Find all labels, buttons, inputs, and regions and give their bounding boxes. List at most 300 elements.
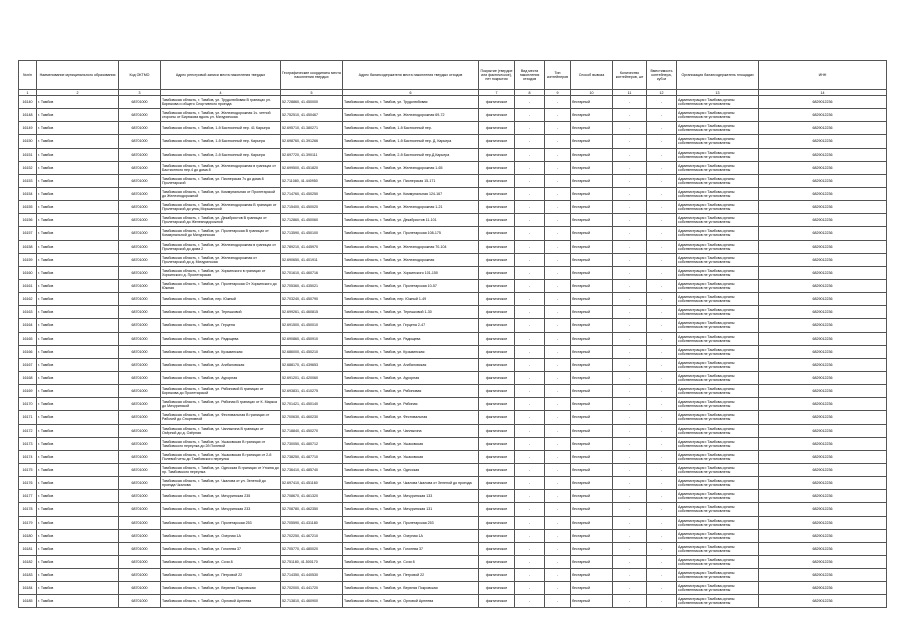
table-cell: 52.714350, 41.440530 [281,569,343,582]
table-cell: 68701000 [119,463,161,476]
table-cell: Тамбовская область, г. Тамбов, ул. Кузьминская [343,345,479,358]
table-cell: 16155 [19,201,37,214]
table-cell: 52.698760, 41.391266 [281,135,343,148]
table-cell: 16168 [19,371,37,384]
table-row [19,569,887,582]
table-cell: Тамбовская область, г. Тамбов, ул. Рябиная [343,398,479,411]
table-cell: бестарный [571,411,613,424]
table-cell: фактическое [479,503,515,516]
table-cell: Тамбовская область, г. Тамбов, ул. Кузьминская [161,345,281,358]
table-cell: 68701000 [119,122,161,135]
table-cell: - [545,214,571,227]
table-cell: г. Тамбов [37,424,119,437]
table-cell: Тамбовская область, г. Тамбов, ул. Мичуринская 131 [343,503,479,516]
table-cell: бестарный [571,187,613,200]
table-cell: Тамбовская область, г. Тамбов, ул. Рябиновая [343,385,479,398]
table-cell: 6829012236 [759,201,887,214]
table-cell: Тамбовская область, г. Тамбов, ул. Мичуринская 235 [161,490,281,503]
table-cell: бестарный [571,109,613,122]
table-cell: Тамбовская область, г. Тамбов, ул. Орловой Арпеева [161,595,281,608]
table-row [19,148,887,161]
table-cell: г. Тамбов [37,385,119,398]
column-header: Наименование муниципального образования [37,61,119,90]
table-cell: Тамбовская область, г. Тамбов, ул. Ушаковская [343,450,479,463]
table-cell: 6829012236 [759,411,887,424]
table-cell: фактическое [479,253,515,266]
table-cell: - [613,253,647,266]
table-cell: Тамбовская область, г. Тамбов, ул. Фестивальная [343,411,479,424]
table-cell: - [515,398,545,411]
table-cell: Тамбовская область, г. Тамбов, ул. Пролетарская От Хоркинского до Южная [161,279,281,292]
table-row [19,174,887,187]
table-cell: - [515,371,545,384]
table-cell: - [613,490,647,503]
table-cell: 52.730050, 41.480712 [281,437,343,450]
table-cell: 52.712860, 41.450060 [281,214,343,227]
column-number: 5 [281,90,343,96]
table-cell: - [647,240,677,253]
table-cell: - [647,148,677,161]
table-cell: Тамбовская область, г. Тамбов, ул. Ушаковская [343,437,479,450]
table-cell: Администрация г.Тамбова,органы собственников не установлены [677,398,759,411]
table-cell: Тамбовская область, г. Тамбов, ул. Коммунальная от Пролетарской до Железнодорожной [161,187,281,200]
table-cell: 68701000 [119,293,161,306]
table-cell: 68701000 [119,582,161,595]
table-cell: 6829012236 [759,306,887,319]
table-cell: бестарный [571,398,613,411]
table-row [19,358,887,371]
registry-table [18,60,887,608]
table-cell: 6829012236 [759,555,887,568]
table-cell: 16148 [19,109,37,122]
table-cell: 16172 [19,424,37,437]
table-cell: Тамбовская область, г. Тамбов, ул. Озерная 1А [343,529,479,542]
table-cell: г. Тамбов [37,490,119,503]
table-cell: г. Тамбов [37,582,119,595]
table-cell: - [647,266,677,279]
table-cell: фактическое [479,516,515,529]
table-cell: - [613,332,647,345]
table-cell: Тамбовская область, г. Тамбов, ул. Агибаловская [343,358,479,371]
table-cell: - [515,266,545,279]
column-number: 6 [343,90,479,96]
table-cell: Тамбовская область, г. Тамбов, ул. Рябиная В границах от К. Маркса до Мичуринской [161,398,281,411]
table-cell: Администрация г.Тамбова,органы собственников не установлены [677,437,759,450]
table-cell: 52.705590, 41.431180 [281,516,343,529]
table-cell: 16169 [19,385,37,398]
column-header: №п/п [19,61,37,90]
table-cell: Администрация г.Тамбова,органы собственников не установлены [677,490,759,503]
table-cell: - [647,385,677,398]
column-header: Вместимость контейнера, куб.м [647,61,677,90]
table-cell: - [545,371,571,384]
table-cell: Тамбовская область, г. Тамбов, ул. Пролетарская 253 [161,516,281,529]
table-cell: - [545,122,571,135]
table-cell: фактическое [479,187,515,200]
table-cell: фактическое [479,555,515,568]
table-cell: 68701000 [119,424,161,437]
table-cell: 52.713590, 41.450100 [281,227,343,240]
column-header: Организация балансодержатель площадки [677,61,759,90]
table-cell: г. Тамбов [37,266,119,279]
table-cell: - [613,227,647,240]
table-cell: - [545,174,571,187]
table-cell: 6829012236 [759,253,887,266]
table-cell: Администрация г.Тамбова,органы собственников не установлены [677,174,759,187]
table-cell: - [613,516,647,529]
table-cell: 16154 [19,187,37,200]
table-cell: - [613,96,647,109]
column-header: ИНН [759,61,887,90]
table-cell: - [613,148,647,161]
table-cell: Тамбовская область, г. Тамбов, ул. Декабристов В границах от Пролетарской до Железнодорожной [161,214,281,227]
table-row [19,293,887,306]
table-cell: 6829012236 [759,96,887,109]
table-cell: Администрация г.Тамбова,органы собственников не установлены [677,332,759,345]
table-cell: - [515,516,545,529]
table-cell: - [613,385,647,398]
table-cell: фактическое [479,214,515,227]
table-cell: 16159 [19,253,37,266]
table-cell: - [545,227,571,240]
table-cell: 68701000 [119,595,161,608]
table-cell: бестарный [571,516,613,529]
table-cell: фактическое [479,569,515,582]
table-cell: фактическое [479,529,515,542]
table-cell: г. Тамбов [37,240,119,253]
table-cell: Тамбовская область, г. Тамбов, ул. Пионерская 15-171 [343,174,479,187]
table-cell: 52.708670, 41.461320 [281,490,343,503]
table-row [19,398,887,411]
table-cell: Тамбовская область, г. Тамбов, ул. Хоркинского 101-150 [343,266,479,279]
table-cell: Администрация г.Тамбова,органы собственников не установлены [677,477,759,490]
table-cell: 16152 [19,161,37,174]
table-cell: бестарный [571,161,613,174]
table-cell: Администрация г.Тамбова,органы собственников не установлены [677,187,759,200]
table-cell: 6829012236 [759,477,887,490]
column-number: 10 [571,90,613,96]
table-cell: 52.705770, 41.480020 [281,542,343,555]
table-cell: 6829012236 [759,293,887,306]
table-cell: 52.702250, 41.467210 [281,529,343,542]
table-cell: Тамбовская область, г. Тамбов, 1-й Бастионный пер. [343,122,479,135]
table-cell: - [545,266,571,279]
table-cell: 52.697410, 41.451160 [281,477,343,490]
table-cell: Тамбовская область, г. Тамбов, ул. Гоголева 37 [343,542,479,555]
table-cell: бестарный [571,424,613,437]
table-cell: - [545,201,571,214]
table-cell: Тамбовская область, г. Тамбов, 1-й Бастионный пер. Карьера [161,135,281,148]
table-cell: Администрация г.Тамбова,органы собственников не установлены [677,214,759,227]
table-cell: - [647,569,677,582]
table-cell: 52.713810, 41.460900 [281,595,343,608]
table-cell: - [613,555,647,568]
table-cell: г. Тамбов [37,227,119,240]
table-cell: 16140 [19,96,37,109]
table-cell: 16179 [19,516,37,529]
table-cell: Администрация г.Тамбова,органы собственников не установлены [677,109,759,122]
table-cell: фактическое [479,109,515,122]
table-cell: 68701000 [119,542,161,555]
table-cell: Тамбовская область, г. Тамбов, ул. Чаплыгина В границах от Озёрной до д. Озёрная [161,424,281,437]
table-cell: - [613,411,647,424]
table-cell: 52.686000, 41.450210 [281,345,343,358]
table-cell: 68701000 [119,371,161,384]
table-cell: - [545,437,571,450]
table-cell: Тамбовская область, г. Тамбов, ул. Озерная 1А [161,529,281,542]
table-row [19,240,887,253]
table-cell: 16171 [19,411,37,424]
table-cell: Тамбовская область, г. Тамбов, ул. Чкалова Чкалова от Зеленой до проезда [343,477,479,490]
table-row [19,266,887,279]
table-cell: 16167 [19,358,37,371]
table-cell: бестарный [571,266,613,279]
table-cell: бестарный [571,96,613,109]
table-cell: - [647,595,677,608]
table-cell: - [613,450,647,463]
table-cell: - [647,201,677,214]
table-cell: - [613,293,647,306]
table-cell: бестарный [571,279,613,292]
table-cell: - [515,358,545,371]
column-header: Код ОКТМО [119,61,161,90]
table-cell: 68701000 [119,279,161,292]
table-cell: - [545,319,571,332]
table-cell: фактическое [479,411,515,424]
table-row [19,385,887,398]
table-cell: Администрация г.Тамбова,органы собственников не установлены [677,122,759,135]
table-cell: 68701000 [119,332,161,345]
table-cell: - [515,253,545,266]
table-cell: - [647,477,677,490]
table-cell: Администрация г.Тамбова,органы собственников не установлены [677,279,759,292]
table-cell: фактическое [479,240,515,253]
table-cell: - [613,161,647,174]
table-cell: - [613,240,647,253]
table-row [19,595,887,608]
table-cell: - [545,148,571,161]
table-cell: 52.752510, 41.450467 [281,109,343,122]
table-cell: Администрация г.Тамбова,органы собственников не установлены [677,96,759,109]
table-cell: 68701000 [119,569,161,582]
column-number: 9 [545,90,571,96]
table-cell: - [515,411,545,424]
table-cell: - [647,529,677,542]
table-cell: - [545,240,571,253]
table-cell: 16165 [19,332,37,345]
table-cell: - [647,214,677,227]
table-cell: - [545,279,571,292]
table-cell: - [647,293,677,306]
table-cell: 52.738250, 41.487710 [281,450,343,463]
table-cell: 52.697720, 41.390111 [281,148,343,161]
table-cell: - [613,437,647,450]
table-cell: - [647,411,677,424]
table-cell: - [647,253,677,266]
table-cell: - [545,385,571,398]
table-cell: 6829012236 [759,398,887,411]
table-cell: - [647,122,677,135]
table-cell: - [515,293,545,306]
table-cell: Тамбовская область, г. Тамбов, ул. Аурорная [161,371,281,384]
table-cell: - [545,595,571,608]
table-cell: - [647,161,677,174]
table-cell: фактическое [479,595,515,608]
table-cell: - [647,135,677,148]
table-cell: 6829012236 [759,345,887,358]
table-cell: 68701000 [119,477,161,490]
table-cell: 6829012236 [759,279,887,292]
table-cell: - [515,240,545,253]
table-row [19,555,887,568]
table-cell: бестарный [571,358,613,371]
table-cell: 6829012236 [759,437,887,450]
table-cell: Тамбовская область, г. Тамбов, ул. Верхняя Покровская [343,582,479,595]
table-cell: - [515,424,545,437]
table-cell: 6829012236 [759,358,887,371]
table-cell: - [515,227,545,240]
table-cell: - [515,306,545,319]
table-cell: фактическое [479,477,515,490]
table-cell: Администрация г.Тамбова,органы собственников не установлены [677,411,759,424]
table-cell: - [515,319,545,332]
table-cell: Администрация г.Тамбова,органы собственников не установлены [677,293,759,306]
table-cell: Тамбовская область, г. Тамбов, ул. Сочи 8 [343,555,479,568]
table-cell: Тамбовская область, г. Тамбов, ул. Аурорная [343,371,479,384]
table-cell: 16170 [19,398,37,411]
table-cell: - [515,595,545,608]
table-cell: г. Тамбов [37,293,119,306]
table-cell: - [515,490,545,503]
table-cell: Администрация г.Тамбова,органы собственников не установлены [677,253,759,266]
table-cell: - [545,503,571,516]
table-cell: - [647,542,677,555]
table-cell: Тамбовская область, г. Тамбов, ул. Сочи 8 [161,555,281,568]
table-row [19,542,887,555]
table-cell: г. Тамбов [37,542,119,555]
table-cell: - [647,227,677,240]
table-cell: фактическое [479,201,515,214]
table-cell: г. Тамбов [37,214,119,227]
table-cell: 68701000 [119,214,161,227]
table-cell: 16178 [19,503,37,516]
table-cell: бестарный [571,371,613,384]
table-cell: - [515,529,545,542]
table-cell: Тамбовская область, г. Тамбов, 1-й Бастионный пер. Д. Карьера [343,135,479,148]
table-cell: - [613,201,647,214]
table-cell: - [515,135,545,148]
table-cell: - [647,424,677,437]
table-cell: Тамбовская область, г. Тамбов, ул. Рябиновой В границах от Бирюкова до Пролетарской [161,385,281,398]
table-cell: 6829012236 [759,503,887,516]
table-cell: 16163 [19,306,37,319]
table-cell: бестарный [571,332,613,345]
table-cell: - [515,450,545,463]
table-cell: бестарный [571,477,613,490]
table-cell: - [647,450,677,463]
table-cell: бестарный [571,319,613,332]
table-cell: - [613,266,647,279]
table-cell: бестарный [571,437,613,450]
table-cell: Тамбовская область, г. Тамбов, ул. Агибаловская [161,358,281,371]
column-number: 4 [161,90,281,96]
column-number: 11 [613,90,647,96]
table-cell: - [613,122,647,135]
table-cell: Тамбовская область, г. Тамбов, ул. Терешковой 1-30 [343,306,479,319]
table-cell: бестарный [571,529,613,542]
column-number: 3 [119,90,161,96]
table-cell: 6829012236 [759,385,887,398]
table-cell: Тамбовская область, г. Тамбов, ул. Коммунальная 124-167 [343,187,479,200]
table-cell: 68701000 [119,135,161,148]
table-cell: бестарный [571,201,613,214]
table-cell: - [647,345,677,358]
table-cell: 68701000 [119,240,161,253]
table-cell: 52.691500, 41.450010 [281,319,343,332]
table-cell: Тамбовская область, г. Тамбов, 2-й Бастионный пер.Д.Карьера [343,148,479,161]
table-cell: Тамбовская область, г. Тамбов, ул. Верхняя Покровская [161,582,281,595]
header-row [19,61,887,90]
table-cell: Администрация г.Тамбова,органы собственников не установлены [677,542,759,555]
table-cell: Тамбовская область, г. Тамбов, 2-й Бастионный пер. Карьера [161,148,281,161]
column-number: 8 [515,90,545,96]
table-row [19,161,887,174]
table-cell: - [613,529,647,542]
table-cell: фактическое [479,306,515,319]
table-cell: фактическое [479,122,515,135]
table-cell: - [515,96,545,109]
table-cell: 16175 [19,463,37,476]
table-cell: 52.715400, 41.450020 [281,201,343,214]
table-cell: Тамбовская область, г. Тамбов, ул. Трудолюбивая В границах ул. Бирюкова и общего Спортивного проезда [161,96,281,109]
table-cell: бестарный [571,595,613,608]
table-cell: - [515,437,545,450]
table-cell: 52.705360, 41.435021 [281,279,343,292]
table-cell: Тамбовская область, г. Тамбов, пер. Южный 1-49 [343,293,479,306]
table-cell: 6829012236 [759,319,887,332]
table-cell: фактическое [479,490,515,503]
table-cell: Администрация г.Тамбова,органы собственников не установлены [677,371,759,384]
table-row [19,279,887,292]
table-cell: - [515,201,545,214]
table-row [19,463,887,476]
table-cell: 6829012236 [759,240,887,253]
table-cell: 52.695710, 41.380271 [281,122,343,135]
table-cell: г. Тамбов [37,516,119,529]
table-cell: г. Тамбов [37,463,119,476]
column-header: Тип контейнеров [545,61,571,90]
table-cell: Тамбовская область, г. Тамбов, ул. Железнодорожная 1-21 [343,201,479,214]
table-cell: - [613,371,647,384]
table-cell: - [613,214,647,227]
table-cell: Тамбовская область, г. Тамбов, ул. Декабристов 11-101 [343,214,479,227]
table-cell: - [545,293,571,306]
table-row [19,371,887,384]
table-cell: - [545,253,571,266]
table-cell: - [545,424,571,437]
table-cell: - [545,463,571,476]
column-number: 14 [759,90,887,96]
column-header: Адрес реестровой записи места накопления твердых [161,61,281,90]
table-cell: фактическое [479,398,515,411]
table-cell: 16184 [19,582,37,595]
table-cell: - [647,490,677,503]
table-cell: Администрация г.Тамбова,органы собственников не установлены [677,424,759,437]
table-cell: г. Тамбов [37,109,119,122]
table-cell: Тамбовская область, г. Тамбов, ул. Фестивальная В границах от Рабочей до Спортивной [161,411,281,424]
table-cell: Администрация г.Тамбова,органы собственников не установлены [677,582,759,595]
table-cell: 16157 [19,227,37,240]
